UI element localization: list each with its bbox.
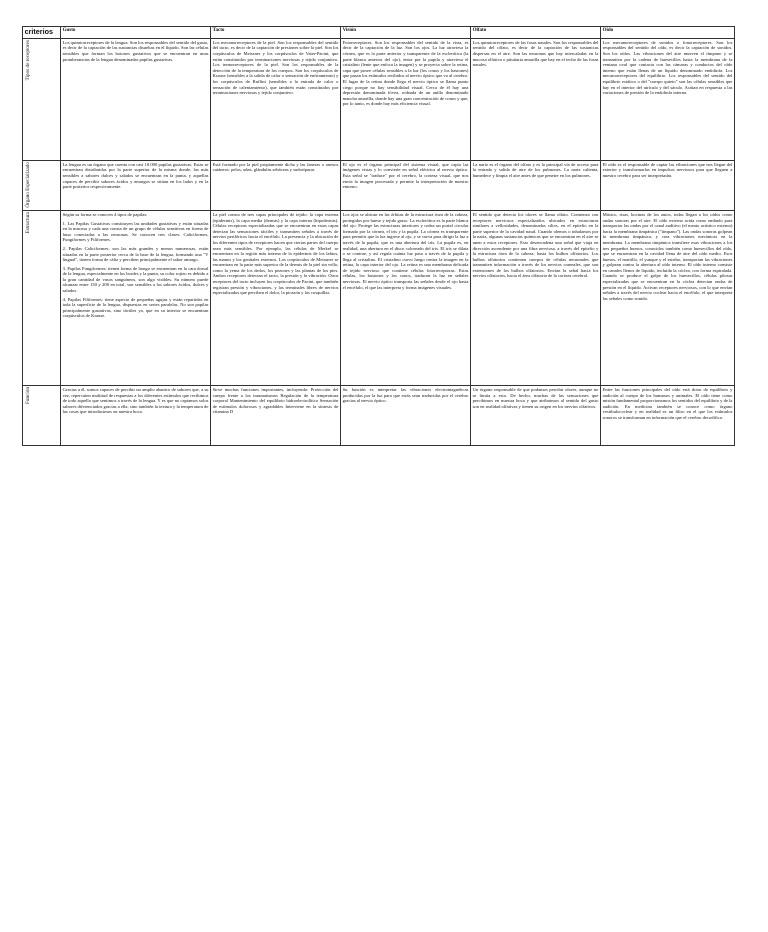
row-label-text: Estructura bbox=[24, 211, 31, 234]
table-cell bbox=[601, 160, 735, 210]
table-cell bbox=[341, 160, 471, 210]
table-cell bbox=[211, 210, 341, 385]
column-header-vision: Visión bbox=[341, 27, 471, 39]
cell-text: Está formado por la piel propiamente dicha y las faneras o anexos cutáneos: pelos, uñas, glándulas sebáceas y sudoríparas bbox=[212, 161, 339, 173]
column-header-olfato: Olfato bbox=[471, 27, 601, 39]
table-cell bbox=[341, 210, 471, 385]
table-cell bbox=[471, 38, 601, 160]
table-cell bbox=[211, 38, 341, 160]
table-row-funcion bbox=[23, 385, 735, 445]
cell-text: La lengua es un órgano que cuenta con casi 10.000 papilas gustativas. Estas se encuentran distribuidas por la parte superior de la misma donde, las más sensibles a sabores dulces y salados se encuentran en la punta, y aquellas capaces de percibir sabores ácidos y amargos se sitúan en los lados y en la parte posterior respectivamente. bbox=[62, 161, 209, 190]
row-label bbox=[23, 38, 61, 160]
cell-text: La piel consta de tres capas principales de tejido: la capa externa (epidermis), la capa media (dermis) y la capa interna (hipodermis). Células receptoras especializadas que se encuentran en estas capas detectan las sensaciones táctiles y transmiten señales a través de nervios periféricos hacia el encéfalo. La presencia y la ubicación de los diferentes tipos de receptores hacen que ciertas partes del cuerpo sean más sensibles. Por ejemplo, las células de Merkel se encuentran en la región más interna de la epidermis de los labios, las manos y los genitales externos. Los corpúsculos de Meissner se encuentran en la parte más superior de la dermis de la piel sin vello, como la yema de los dedos, los pezones y las plantas de los pies. Ambos receptores detectan el tacto, la presión y la vibración. Otros receptores del tacto incluyen los corpúsculos de Pacini, que también registran presión y vibraciones, y las terminales libres de nervios especializados que perciben el dolor, la picazón y las cosquillas. bbox=[212, 211, 339, 296]
table-row-estructura bbox=[23, 210, 735, 385]
cell-text: Los quimiorreceptores de las fosas nasales. Son los responsables del sentido del olfato, es decir de la captación de las sustancias dispersas en el aire. Son las neuronas que hay intercaladas en la mucosa olfativa o pituitaria amarilla que hay en el techo de las fosas nasales. bbox=[472, 39, 599, 68]
row-label-text: Función bbox=[24, 386, 31, 404]
cell-text: 3. Papilas Fungiformes: tienen forma de hongo se encuentran en la cara dorsal de la lengua, especialmente en los bordes y la punta, su color rojizo es debido a la gran cantidad de vasos sanguíneos, son algo visibles. Su número puede alcanzar entre 150 y 200 en total, son sensibles a los sabores ácidos, dulces y salados. bbox=[62, 265, 209, 294]
header-row bbox=[23, 27, 735, 39]
row-label bbox=[23, 160, 61, 210]
table-cell bbox=[61, 38, 211, 160]
cell-text: Su función es interpretar las vibraciones electromagnéticas producidas por la luz para que estás sean traducidas por el cerebro gracias al nervio óptico. bbox=[342, 386, 469, 404]
cell-text: Entre las funciones principales del oído está dotar de equilibrio y audición al cuerpo de los humanos y animales. El oído tiene como misión fundamental proporcionarnos los sentidos del equilibrio y de la audición. En medicina también se conoce como órgano vestibulococlear y en realidad es un filtro en el que los estímulos sonoros se transforman en información que el cerebro decodifica. bbox=[602, 386, 733, 420]
cell-text: 1. Las Papilas Gustativas constituyen las unidades gustativas y están situadas en la mucosa y cada una consta de un grupo de células sensitivas en forma de huso conectadas a las neuronas. Se conocen tres clases: Caliciformes, Fungiformes y Filiformes. bbox=[62, 220, 209, 243]
table-row-organo-especializado bbox=[23, 160, 735, 210]
cell-text: Músico, risas, bocinas de los autos, todas llegan a los oídos como ondas sonoras por el aire. El oído externo actúa como embudo para transportar las ondas por el canal auditivo (el meato acústico externo) hacia la membrana timpánica ("tímpano"). Las ondas sonoras golpean la membrana timpánica, y crea vibraciones mecánicas en la membrana. La membrana timpánica transfiere esas vibraciones a los tres pequeños huesos, conocidos también como huesecillos del oído, que se encuentran en la cavidad llena de aire del oído medio. Esos huesos, el martillo, el yunque y el estribo, transportan las vibraciones y golpean contra la abertura al oído interno. El oído interno consiste en canales llenos de líquido, incluida la cóclea, con forma espiralada. Cuando se produce el golpe de los huesecillos, células pilosas especializadas que se encuentran en la cóclea detectan ondas de presión en el líquido. Activan receptores nerviosos, con lo que envían señales a través del nervio coclear hacia el encéfalo, el que interpreta las señales como sonido. bbox=[602, 211, 733, 301]
table-cell bbox=[471, 160, 601, 210]
corner-header: criterios bbox=[23, 27, 61, 39]
table-cell bbox=[211, 160, 341, 210]
table-cell bbox=[471, 210, 601, 385]
cell-text: Los mecanorreceptores de la piel. Son los responsables del sentido del tacto, es decir de la captación de presiones sobre la piel. Son los corpúsculos de Meissner y los corpúsculos de Vater-Pacini, que están constituidos por terminaciones nerviosas y tejido conjuntivo. Los termorreceptores de la piel. Son los responsables de la detección de la temperatura de los cuerpos. Son los corpúsculos de Krause (sensibles a la salida de calor o sensación de enfriamiento) y los corpúsculos de Ruffini (sensibles a la entrada de calor o sensación de calentamiento), que también están constituidos por terminaciones nerviosas y tejido conjuntivo. bbox=[212, 39, 339, 96]
cell-text: Los mecanorreceptores de sonidos o fonorreceptores. Son los responsables del sentido del oído, es decir la captación de sonidos. Son los oídos. Las vibraciones del aire mueven el tímpano y se transmiten por la cadena de huesecillos hasta la membrana de la ventana oval que contacta con las cámaras y conductos del oído interno que están llenas de un líquido denominado endolinfa. Los mecanorreceptores del equilibrio. Los responsables del sentido del equilibrio estático o del "cuerpo quieto" son las células sensibles que hay en el interior del utrículo y del sáculo. Actúan en respuesta a las variaciones de presión de la endolinfa interna. bbox=[602, 39, 733, 96]
row-label-text: Tipos de receptores bbox=[24, 39, 31, 81]
senses-table bbox=[22, 26, 735, 446]
cell-text: 2. Papilas Caliciformes: son las más grandes y menos numerosas, están situadas en la parte posterior cerca de la base de la lengua, formando una "V lingual", tienen forma de cáliz y perciben principalmente el sabor amargo. bbox=[62, 245, 209, 263]
table-cell bbox=[601, 38, 735, 160]
cell-text: Los ojos se ubican en las órbitas de la estructura ósea de la cabeza, protegidos por hueso y tejido graso. La esclerótica es la parte blanca del ojo. Protege las estructuras interiores y rodea un portal circular formado por la córnea, el iris y la pupila. La córnea es transparente para permitir que la luz ingrese al ojo, y se curva para dirigir la luz a través de la pupila, que es una abertura del iris. La pupila es, en realidad, una abertura en el disco coloreado del iris. El iris se dilata o se contrae, y así regula cuánta luz pasa a través de la pupila y llega al cristalino. El cristalino curvo luego centra la imagen en la retina, la capa interior del ojo. La retina es una membrana delicada de tejido nervioso que contiene células fotorreceptoras. Estas células, los bastones y los conos, traducen la luz en señales nerviosas. El nervio óptico transporta las señales desde el ojo hasta el encéfalo, el que las interpreta y forma imágenes visuales. bbox=[342, 211, 469, 290]
cell-text: Fotorreceptores. Son los responsables del sentido de la vista, es decir de la captación de la luz. Son los ojos. La luz atraviesa la córnea, que es la parte anterior y transparente de la esclerótica (la parte blanca anterior del ojo), entra por la pupila y atraviesa el cristalino (lente que enfoca la imagen) y se proyecta sobre la retina, capa que posee células sensibles a la luz (los conos y los bastones) que pasan los estímulos recibidos al nervio óptico que va al cerebro. El lugar de la retina donde llega el nervio óptico se llama punto ciego porque no hay sensibilidad visual. Cerca de él hay una depresión denominada fóvea, rodeada de un anillo denominado mancha amarilla, donde hay una gran concentración de conos y que, por lo tanto, es donde hay más eficiencia visual. bbox=[342, 39, 469, 107]
column-header-tacto: Tacto bbox=[211, 27, 341, 39]
table-cell bbox=[471, 385, 601, 445]
table-cell bbox=[211, 385, 341, 445]
cell-text: El oído es el responsable de captar las vibraciones que nos llegan del exterior y transformarlas en impulsos nerviosos para que lleguen a nuestro cerebro para ser interpretadas bbox=[602, 161, 733, 178]
cell-text: El sentido que detecta los olores se llama olfato. Comienza con receptores nerviosos especializados ubicados en estructuras similares a vellosidades, denominadas cilios, en el epitelio en la parte superior de la cavidad nasal. Cuando olemos o inhalamos por la nariz, algunas sustancias químicas que se encuentran en el aire se unen a estos receptores. Esto desencadena una señal que viaja en dirección ascendente por una fibra nerviosa, a través del epitelio y la estructura ósea de la cabeza, hasta los bulbos olfatorios. Los bulbos olfatorios contienen cuerpos de células neuronales que transmiten información a través de los nervios craneales, que son extensiones de los bulbos olfatorios. Envían la señal hacia los nervios olfatorios, hacia el área olfatoria de la corteza cerebral. bbox=[472, 211, 599, 279]
table-cell bbox=[341, 38, 471, 160]
cell-text: Gracias a él, somos capaces de percibir un amplio abanico de sabores que, a su vez, repercuten multitud de respuestas a los diferentes estímulos que recibimos de todo aquello que sentimos a través de la lengua. Y es que no captamos solos sabores diferenciados gracias a ella, sino también la textura y la temperatura de las cosas que introducimos en nuestra boca. bbox=[62, 386, 209, 415]
row-label bbox=[23, 385, 61, 445]
cell-text: 4. Papilas Filiformes: tiene aspecto de pequeñas agujas y están repartidas en toda la superficie de la lengua, dispuestas en series paralelas. No son papilas principalmente gustativas, sino táctiles ya, que en su interior se encuentran corpúsculos de Krause. bbox=[62, 296, 209, 319]
cell-text: Según su forma se conocen 4 tipos de papilas: bbox=[62, 211, 148, 217]
cell-text: El ojo es el órgano principal del sistema visual, que capta las imágenes vistas y lo convierte en señal eléctrica al nervio óptico. Esta señal se "traduce" por el cerebro, la corteza visual, que nos envía la imagen procesada y permite la interpretación de nuestro entorno. bbox=[342, 161, 469, 190]
table-row-tipos-de-receptores bbox=[23, 38, 735, 160]
table-cell bbox=[601, 210, 735, 385]
cell-text: Un órgano responsable de que podamos percibir olores, aunque no se limita a esto. De hecho, muchas de las sensaciones que percibimos en nuestra boca y que atribuimos al sentido del gusto son en realidad olfativas y tienen su origen en los nervios olfativos. bbox=[472, 386, 599, 409]
row-label bbox=[23, 210, 61, 385]
cell-text: Sirve muchas funciones importantes, incluyendo: Protección del cuerpo frente a los traumatismos Regulación de la temperatura corporal Mantenimiento del equilibrio hidroelectrolítico Sensación de estímulos dolorosos y agradables Interviene en la síntesis de vitamina D bbox=[212, 386, 339, 415]
column-header-gusto: Gusto bbox=[61, 27, 211, 39]
table-cell bbox=[601, 385, 735, 445]
table-cell bbox=[61, 210, 211, 385]
row-label-text: Órgano Especializado bbox=[24, 161, 31, 208]
table-cell bbox=[61, 160, 211, 210]
table-cell bbox=[61, 385, 211, 445]
cell-text: Los quimiorreceptores de la lengua. Son los responsables del sentido del gusto, es decir de la captación de las sustancias disueltas en el líquido. Son las células sensibles que forman los botones gustativos que se encuentran en unas protuberancias de la lengua denominadas papilas gustativas. bbox=[62, 39, 209, 62]
table-cell bbox=[341, 385, 471, 445]
cell-text: La nariz es el órgano del olfato y es la principal vía de acceso para la entrada y salida de aire de los pulmones. La nariz calienta, humedece y limpia el aire antes de que penetre en los pulmones. bbox=[472, 161, 599, 178]
column-header-oido: Oído bbox=[601, 27, 735, 39]
